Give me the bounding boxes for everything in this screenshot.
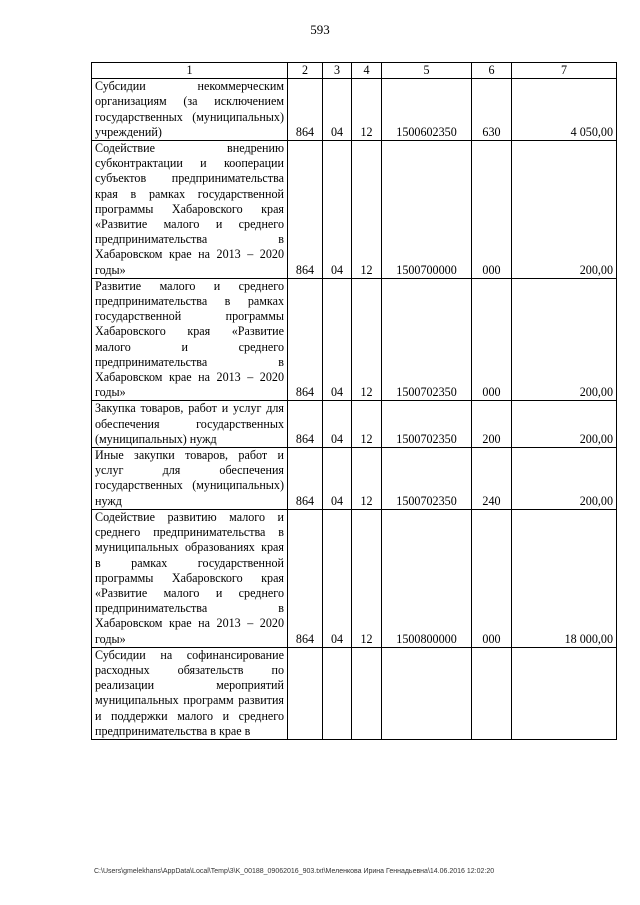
row-code-3: 04 <box>323 79 352 141</box>
row-amount: 200,00 <box>512 448 617 510</box>
budget-table <box>91 62 617 740</box>
row-amount: 200,00 <box>512 141 617 279</box>
row-code-4: 12 <box>352 141 382 279</box>
row-code-6: 630 <box>472 79 512 141</box>
row-code-2: 864 <box>288 141 323 279</box>
row-amount: 4 050,00 <box>512 79 617 141</box>
table-row <box>92 401 617 448</box>
row-amount: 18 000,00 <box>512 509 617 647</box>
row-code-5: 1500702350 <box>382 448 472 510</box>
table-row <box>92 647 617 739</box>
row-code-4: 12 <box>352 401 382 448</box>
header-col-3: 3 <box>323 63 352 79</box>
header-col-5: 5 <box>382 63 472 79</box>
row-code-5: 1500602350 <box>382 79 472 141</box>
row-code-4 <box>352 647 382 739</box>
table-row <box>92 141 617 279</box>
table-row <box>92 509 617 647</box>
row-code-4: 12 <box>352 448 382 510</box>
row-code-6: 000 <box>472 278 512 401</box>
row-code-4: 12 <box>352 278 382 401</box>
row-amount: 200,00 <box>512 401 617 448</box>
row-code-3 <box>323 647 352 739</box>
row-code-6: 240 <box>472 448 512 510</box>
row-code-3: 04 <box>323 401 352 448</box>
row-code-4: 12 <box>352 509 382 647</box>
row-code-5: 1500700000 <box>382 141 472 279</box>
row-amount <box>512 647 617 739</box>
header-col-4: 4 <box>352 63 382 79</box>
header-col-1: 1 <box>92 63 288 79</box>
table-row <box>92 79 617 141</box>
row-code-3: 04 <box>323 448 352 510</box>
table-row <box>92 278 617 401</box>
row-code-2: 864 <box>288 448 323 510</box>
row-code-2: 864 <box>288 278 323 401</box>
row-name: Содействие внедрению субконтрактации и кооперации субъектов предпринимательства края в рамках государственной программы Хабаровского края «Развитие малого и среднего предпринимательства в Хабаровском крае на 2013 – 2020 годы» <box>92 141 288 279</box>
header-row <box>92 63 617 79</box>
row-code-6: 000 <box>472 509 512 647</box>
footer-file-path: C:\Users\gmelekhans\AppData\Local\Temp\3\K_00188_09062016_903.txt\Меленкова Ирина Геннадьевна\14.06.2016 12:02:20 <box>94 868 495 875</box>
row-code-6 <box>472 647 512 739</box>
row-code-5 <box>382 647 472 739</box>
row-code-5: 1500800000 <box>382 509 472 647</box>
header-col-2: 2 <box>288 63 323 79</box>
row-code-2 <box>288 647 323 739</box>
row-code-3: 04 <box>323 141 352 279</box>
page-number: 593 <box>310 22 330 37</box>
row-code-2: 864 <box>288 509 323 647</box>
row-amount: 200,00 <box>512 278 617 401</box>
row-name: Иные закупки товаров, работ и услуг для обеспечения государственных (муниципальных) нужд <box>92 448 288 510</box>
row-name: Развитие малого и среднего предпринимательства в рамках государственной программы Хабаровского края «Развитие малого и среднего предпринимательства в Хабаровском крае на 2013 – 2020 годы» <box>92 278 288 401</box>
row-code-5: 1500702350 <box>382 278 472 401</box>
row-code-4: 12 <box>352 79 382 141</box>
header-col-6: 6 <box>472 63 512 79</box>
table-row <box>92 448 617 510</box>
row-code-2: 864 <box>288 401 323 448</box>
row-code-6: 000 <box>472 141 512 279</box>
row-code-6: 200 <box>472 401 512 448</box>
row-code-3: 04 <box>323 509 352 647</box>
row-code-5: 1500702350 <box>382 401 472 448</box>
row-name: Содействие развитию малого и среднего предпринимательства в муниципальных образованиях края в рамках государственной программы Хабаровского края «Развитие малого и среднего предпринимательства в Хабаровском крае на 2013 – 2020 годы» <box>92 509 288 647</box>
header-col-7: 7 <box>512 63 617 79</box>
row-code-3: 04 <box>323 278 352 401</box>
row-name: Субсидии некоммерческим организациям (за исключением государственных (муниципальных) учреждений) <box>92 79 288 141</box>
row-name: Субсидии на софинансирование расходных обязательств по реализации мероприятий муниципальных программ развития и поддержки малого и среднего предпринимательства в крае в <box>92 647 288 739</box>
row-name: Закупка товаров, работ и услуг для обеспечения государственных (муниципальных) нужд <box>92 401 288 448</box>
row-code-2: 864 <box>288 79 323 141</box>
